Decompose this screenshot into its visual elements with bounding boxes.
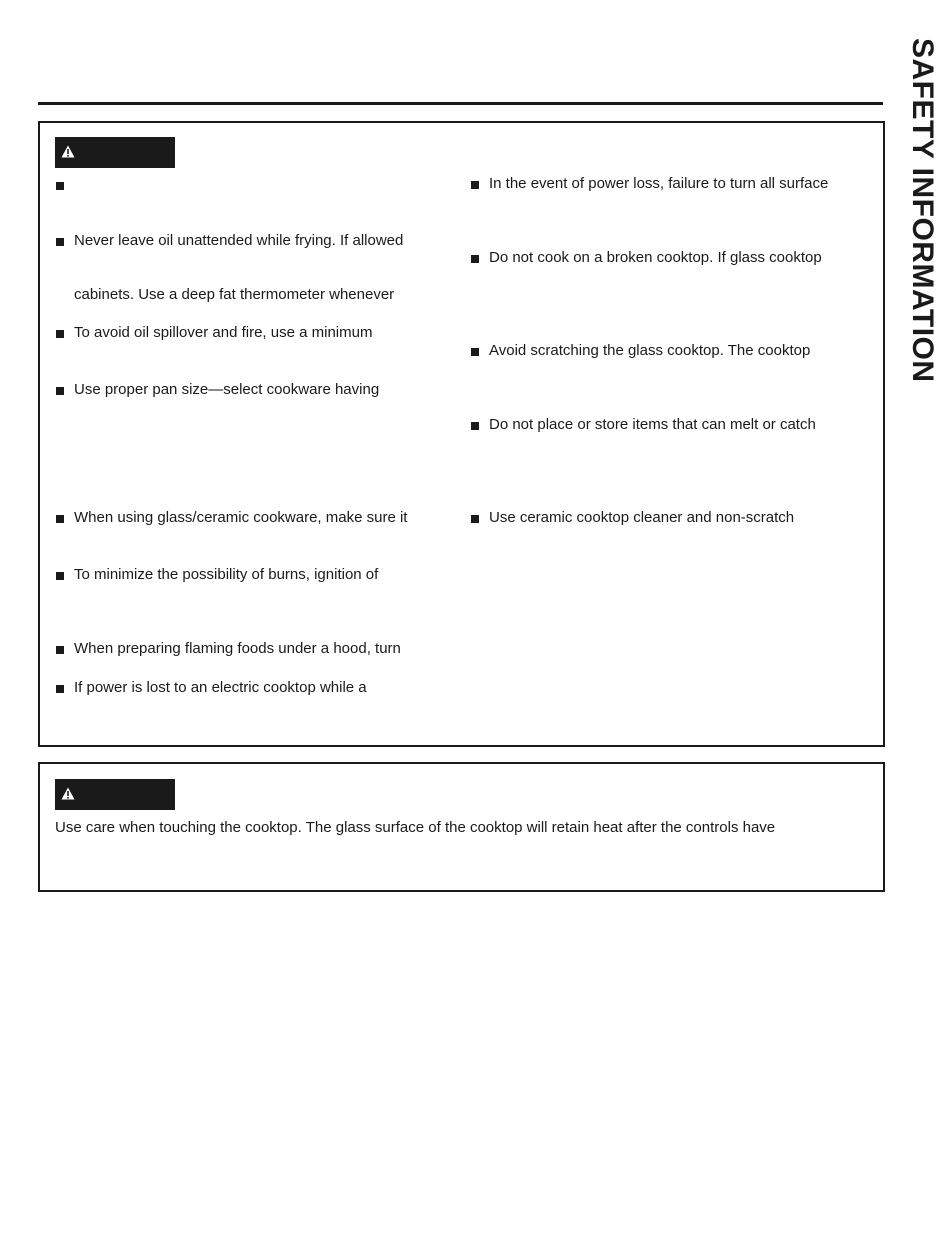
square-bullet-icon (56, 182, 64, 190)
square-bullet-icon (56, 572, 64, 580)
right-item-1: In the event of power loss, failure to turn all surface (489, 175, 829, 192)
right-item-4: Do not place or store items that can melt or catch (489, 416, 816, 433)
square-bullet-icon (56, 238, 64, 246)
warning-triangle-icon (61, 787, 75, 800)
square-bullet-icon (56, 387, 64, 395)
left-item-3: To avoid oil spillover and fire, use a minimum (74, 324, 373, 341)
warning-badge (55, 137, 175, 168)
left-item-2-continued: cabinets. Use a deep fat thermometer whenever (74, 286, 395, 303)
left-item-2: Never leave oil unattended while frying. If allowed (74, 232, 404, 249)
right-item-5: Use ceramic cooktop cleaner and non-scratch (489, 509, 795, 526)
left-item-4: Use proper pan size—select cookware having (74, 381, 380, 398)
left-item-8: If power is lost to an electric cooktop while a (74, 679, 367, 696)
left-item-6: To minimize the possibility of burns, ignition of (74, 566, 379, 583)
warning-box (38, 121, 885, 747)
right-item-3: Avoid scratching the glass cooktop. The cooktop (489, 342, 811, 359)
top-rule (38, 102, 883, 105)
square-bullet-icon (471, 515, 479, 523)
left-item-7: When preparing flaming foods under a hood, turn (74, 640, 401, 657)
caution-text: Use care when touching the cooktop. The glass surface of the cooktop will retain heat after the controls have (55, 819, 776, 836)
caution-box (38, 762, 885, 892)
square-bullet-icon (471, 348, 479, 356)
left-item-5: When using glass/ceramic cookware, make sure it (74, 509, 408, 526)
warning-triangle-icon (61, 145, 75, 158)
right-item-2: Do not cook on a broken cooktop. If glass cooktop (489, 249, 822, 266)
square-bullet-icon (56, 685, 64, 693)
caution-badge (55, 779, 175, 810)
square-bullet-icon (471, 422, 479, 430)
side-title: SAFETY INFORMATION (906, 38, 939, 383)
square-bullet-icon (471, 181, 479, 189)
square-bullet-icon (56, 330, 64, 338)
square-bullet-icon (56, 646, 64, 654)
square-bullet-icon (56, 515, 64, 523)
square-bullet-icon (471, 255, 479, 263)
